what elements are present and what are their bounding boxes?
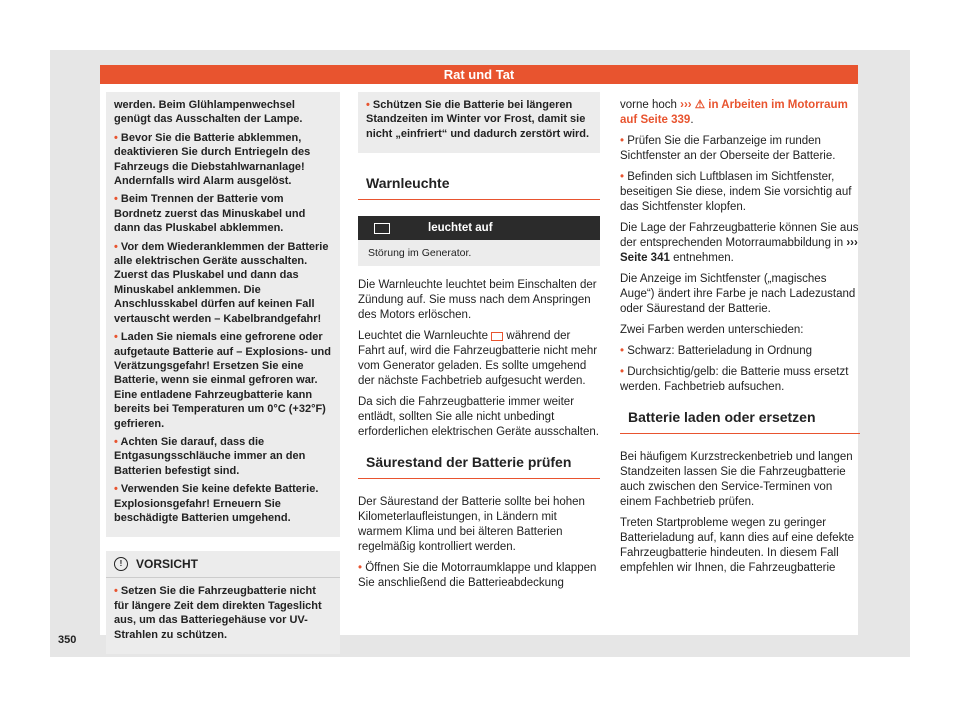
paragraph: Treten Startprobleme wegen zu geringer Batterieladung auf, kann dies auf eine defekte Fahrzeugbatterie hindeuten. In diesem Fall empfehlen wir Ihnen, die Fahrzeugbatterie xyxy=(620,517,855,574)
bullet-icon: • xyxy=(114,435,121,448)
warning-paragraph xyxy=(114,482,334,525)
warning-paragraph xyxy=(114,192,334,235)
paragraph: Der Säurestand der Batterie sollte bei hohen Kilometerlaufleistungen, in Ländern mit warmem Klima und bei älteren Batterien regelmäßig kontrolliert werden. xyxy=(358,496,585,554)
text: Durchsichtig/gelb: die Batterie muss ersetzt werden. Fachbetrieb aufsuchen. xyxy=(620,366,849,393)
paragraph xyxy=(358,329,600,389)
warning-paragraph xyxy=(114,240,334,326)
page-number: 350 xyxy=(58,634,77,646)
text: während der Fahrt auf, wird die Fahrzeugbatterie nicht mehr vom Generator geladen. Es sollte umgehend der nächste Fachbetrieb aufgesucht werden. xyxy=(358,330,598,388)
text: entnehmen. xyxy=(673,252,734,264)
frost-warning-text: Schützen Sie die Batterie bei längeren Standzeiten im Winter vor Frost, damit sie nicht „einfriert“ und dadurch zerstört wird. xyxy=(366,99,590,140)
bullet-icon: • xyxy=(114,193,121,206)
column-3 xyxy=(620,92,860,582)
bullet-icon: • xyxy=(366,99,373,111)
section-title-laden: Batterie laden oder ersetzen xyxy=(620,409,860,434)
list-item xyxy=(620,365,860,395)
warning-text: werden. Beim Glühlampenwechsel genügt das Ausschalten der Lampe. xyxy=(114,99,303,126)
paragraph: Da sich die Fahrzeugbatterie immer weiter entlädt, sollten Sie alle nicht unbedingt erforderlichen elektrischen Geräte ausschalten. xyxy=(358,396,599,439)
warning-text: Verwenden Sie keine defekte Batterie. Explosionsgefahr! Erneuern Sie beschädigte Batterien umgehend. xyxy=(114,483,319,524)
warning-paragraph xyxy=(114,435,334,478)
text: Öffnen Sie die Motorraumklappe und klappen Sie anschließend die Batterieabdeckung xyxy=(358,562,597,590)
warning-text: Achten Sie darauf, dass die Entgasungsschläuche immer an den Batterien befestigt sind. xyxy=(114,435,306,477)
caution-header xyxy=(106,551,340,578)
list-item xyxy=(358,561,600,591)
paragraph: vorne hoch ››› ⚠ in Arbeiten im Motorraum auf Seite 339. xyxy=(620,99,848,126)
paragraph xyxy=(620,221,860,266)
paragraph: Bei häufigem Kurzstreckenbetrieb und langen Standzeiten lassen Sie die Fahrzeugbatterie auch zwischen den Service-Terminen von einem Fachbetrieb prüfen. xyxy=(620,451,853,508)
list-item xyxy=(620,170,860,215)
caution-body xyxy=(106,578,340,654)
indicator-table-header xyxy=(358,216,600,240)
bullet-icon: • xyxy=(620,135,628,147)
list-item xyxy=(620,344,860,359)
cross-reference-link[interactable]: ››› Seite 341 xyxy=(620,237,858,264)
paragraph: Zwei Farben werden unterschieden: xyxy=(620,324,804,336)
indicator-table-row: Störung im Generator. xyxy=(358,240,600,266)
section-title-saeurestand: Säurestand der Batterie prüfen xyxy=(358,454,600,479)
bullet-icon: • xyxy=(620,366,628,378)
bullet-icon: • xyxy=(114,585,121,598)
bullet-icon: • xyxy=(114,331,121,344)
warning-paragraph xyxy=(114,330,334,431)
bullet-icon: • xyxy=(114,131,121,144)
warning-text: Vor dem Wiederanklemmen der Batterie alle elektrischen Geräte ausschalten. Zuerst das Pluskabel und dann das Minuskabel anklemmen. Die Anschlusskabel dürfen auf keinen Fall vertauscht werden – Kabelbrandgefahr! xyxy=(114,240,329,325)
text: Befinden sich Luftblasen im Sichtfenster, beseitigen Sie diese, indem Sie vorsichtig auf das Sichtfenster klopfen. xyxy=(620,171,852,213)
battery-icon xyxy=(374,223,390,234)
battery-icon xyxy=(491,332,503,341)
indicator-status: leuchtet auf xyxy=(428,222,493,235)
text: Prüfen Sie die Farbanzeige im runden Sichtfenster an der Oberseite der Batterie. xyxy=(620,135,836,162)
paragraph: Die Anzeige im Sichtfenster („magisches Auge“) ändert ihre Farbe je nach Ladezustand oder Säurestand der Batterie. xyxy=(620,273,856,315)
cross-reference-link[interactable]: ››› ⚠ in Arbeiten im Motorraum auf Seite 339 xyxy=(620,99,848,126)
bullet-icon: • xyxy=(620,171,628,183)
text: Leuchtet die Warnleuchte xyxy=(358,330,488,343)
page-header: Rat und Tat xyxy=(100,65,858,84)
bullet-icon: • xyxy=(358,562,366,575)
paragraph: Die Warnleuchte leuchtet beim Einschalten der Zündung auf. Sie muss nach dem Anspringen des Motors erlöschen. xyxy=(358,279,597,322)
warning-text: Laden Sie niemals eine gefrorene oder aufgetaute Batterie auf – Explosions- und Verätzungsgefahr! Ersetzen Sie eine Batterie, wenn sie einmal gefroren war. Eine entladene Fahrzeugbatterie kann bereits bei Temperaturen um 0°C (+32°F) gefrieren. xyxy=(114,331,331,430)
info-icon: ! xyxy=(114,557,128,571)
section-title-warnleuchte: Warnleuchte xyxy=(358,175,600,200)
caution-title: VORSICHT xyxy=(136,557,199,572)
bullet-icon: • xyxy=(620,345,628,357)
text: Die Lage der Fahrzeugbatterie können Sie aus der entsprechenden Motorraumabbildung in xyxy=(620,222,859,249)
frost-warning-box xyxy=(358,92,600,153)
caution-text: Setzen Sie die Fahrzeugbatterie nicht für längere Zeit dem direkten Tageslicht aus, um das Batteriegehäuse vor UV-Strahlen zu schützen. xyxy=(114,585,322,641)
warning-text: Beim Trennen der Batterie vom Bordnetz zuerst das Minuskabel und dann das Pluskabel abklemmen. xyxy=(114,193,306,235)
column-2 xyxy=(358,92,600,597)
warning-paragraph xyxy=(114,131,334,189)
text: Schwarz: Batterieladung in Ordnung xyxy=(627,345,812,357)
warning-box xyxy=(106,92,340,537)
bullet-icon: • xyxy=(114,483,121,496)
bullet-icon: • xyxy=(114,240,121,253)
list-item xyxy=(620,134,860,164)
warning-paragraph xyxy=(114,98,334,127)
column-1 xyxy=(106,92,340,654)
text: vorne hoch xyxy=(620,99,677,111)
warning-text: Bevor Sie die Batterie abklemmen, deaktivieren Sie durch Entriegeln des Fahrzeugs die Diebstahlwarnanlage! Andernfalls wird Alarm ausgelöst. xyxy=(114,131,311,188)
